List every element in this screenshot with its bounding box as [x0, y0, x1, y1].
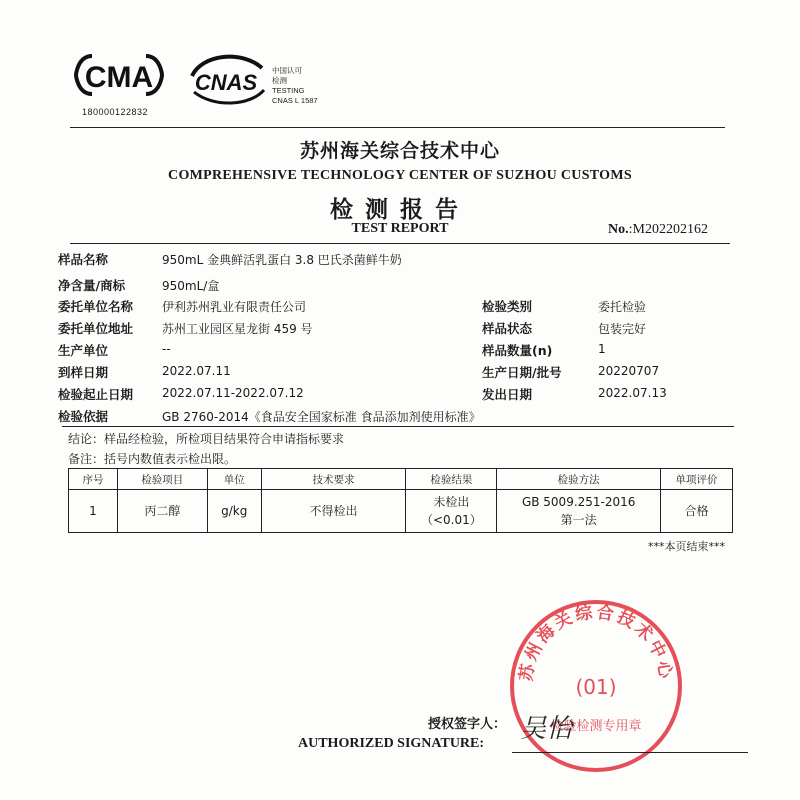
arrival-date-label: 到样日期: [58, 365, 109, 380]
seal-number: (01): [575, 675, 617, 699]
cma-logo-text: CMA: [84, 61, 154, 94]
test-period-value: 2022.07.11-2022.07.12: [162, 386, 304, 400]
sample-name-label: 样品名称: [58, 252, 109, 267]
sample-state-value: 包装完好: [598, 322, 647, 336]
issue-date-label: 发出日期: [482, 387, 533, 402]
official-seal: [508, 598, 684, 774]
report-title-en: TEST REPORT: [351, 221, 449, 236]
sample-qty-value: 1: [598, 342, 606, 356]
cma-logo: [74, 52, 164, 98]
sample-name-value: 950mL 金典鲜活乳蛋白 3.8 巴氏杀菌鲜牛奶: [162, 253, 402, 267]
test-period-label: 检验起止日期: [58, 387, 134, 402]
cell-method: [497, 490, 661, 533]
table-header: 检验项目: [117, 469, 207, 490]
issue-date-value: 2022.07.13: [598, 386, 667, 400]
report-number-label: No.: [608, 222, 629, 237]
signature-line: [512, 752, 748, 753]
conclusion: 结论：样品经检验，所检项目结果符合申请指标要求: [68, 432, 345, 446]
test-type-value: 委托检验: [598, 300, 647, 314]
org-title-cn: 苏州海关综合技术中心: [299, 140, 500, 162]
cnas-info-line: TESTING: [272, 86, 305, 95]
table-header-row: [69, 469, 733, 490]
client-address-value: 苏州工业园区星龙街 459 号: [162, 322, 313, 336]
client-value: 伊利苏州乳业有限责任公司: [162, 300, 307, 314]
sample-qty-label: 样品数量(n): [482, 343, 553, 358]
report-number-value: :M202202162: [628, 222, 708, 237]
cell-result: [406, 490, 497, 533]
report-title-cn: 检测报告: [330, 197, 470, 223]
svg-text:苏州海关综合技术中心: [515, 602, 676, 683]
table-header: 检验结果: [406, 469, 497, 490]
cell-item: 丙二醇: [117, 490, 207, 533]
cell-result-line: 未检出: [433, 495, 470, 509]
seal-bottom-text: 检验检测专用章: [550, 719, 642, 734]
header-divider: [70, 127, 725, 128]
cnas-logo: [184, 52, 270, 108]
cell-evaluation: 合格: [661, 490, 733, 533]
remark: 备注：括号内数值表示检出限。: [68, 452, 237, 466]
cell-method-line: GB 5009.251-2016: [521, 495, 636, 509]
test-basis-value: GB 2760-2014《食品安全国家标准 食品添加剂使用标准》: [162, 410, 481, 424]
signatory-label-en: AUTHORIZED SIGNATURE:: [298, 736, 485, 751]
cma-cert-number: 180000122832: [82, 107, 149, 117]
title-divider: [70, 243, 730, 244]
cnas-info-line: 检测: [272, 76, 287, 85]
results-table: [68, 468, 733, 533]
table-header: 单项评价: [661, 469, 733, 490]
table-header: 单位: [207, 469, 261, 490]
cnas-info-line: 中国认可: [272, 66, 302, 75]
test-basis-label: 检验依据: [58, 409, 109, 424]
cell-result-line: （<0.01）: [420, 513, 482, 527]
batch-label: 生产日期/批号: [482, 365, 562, 380]
end-of-page-mark: ***本页结束***: [648, 540, 725, 553]
arrival-date-value: 2022.07.11: [162, 364, 231, 378]
net-content-value: 950mL/盒: [162, 279, 220, 293]
table-header: 技术要求: [261, 469, 406, 490]
net-content-label: 净含量/商标: [58, 278, 126, 293]
cnas-logo-text: CNAS: [194, 70, 258, 95]
handwritten-signature: 吴怡: [520, 714, 573, 744]
fields-divider: [62, 426, 734, 427]
sample-state-label: 样品状态: [482, 321, 533, 336]
manufacturer-value: --: [162, 342, 171, 356]
cell-method-line: 第一法: [560, 513, 597, 527]
test-type-label: 检验类别: [482, 299, 533, 314]
cnas-info-line: CNAS L 1587: [272, 96, 318, 105]
cnas-info: [272, 66, 318, 106]
table-row: [69, 490, 733, 533]
table-header: 检验方法: [497, 469, 661, 490]
manufacturer-label: 生产单位: [58, 343, 109, 358]
report-number: [608, 222, 708, 238]
cell-unit: g/kg: [207, 490, 261, 533]
cell-requirement: 不得检出: [261, 490, 406, 533]
signatory-label-cn: 授权签字人：: [428, 717, 507, 732]
cell-no: 1: [69, 490, 118, 533]
client-label: 委托单位名称: [58, 299, 134, 314]
seal-org-text: 苏州海关综合技术中心: [516, 602, 676, 683]
table-header: 序号: [69, 469, 118, 490]
batch-value: 20220707: [598, 364, 660, 378]
org-title-en: COMPREHENSIVE TECHNOLOGY CENTER OF SUZHOU CUSTOMS: [168, 168, 632, 183]
client-address-label: 委托单位地址: [58, 321, 134, 336]
